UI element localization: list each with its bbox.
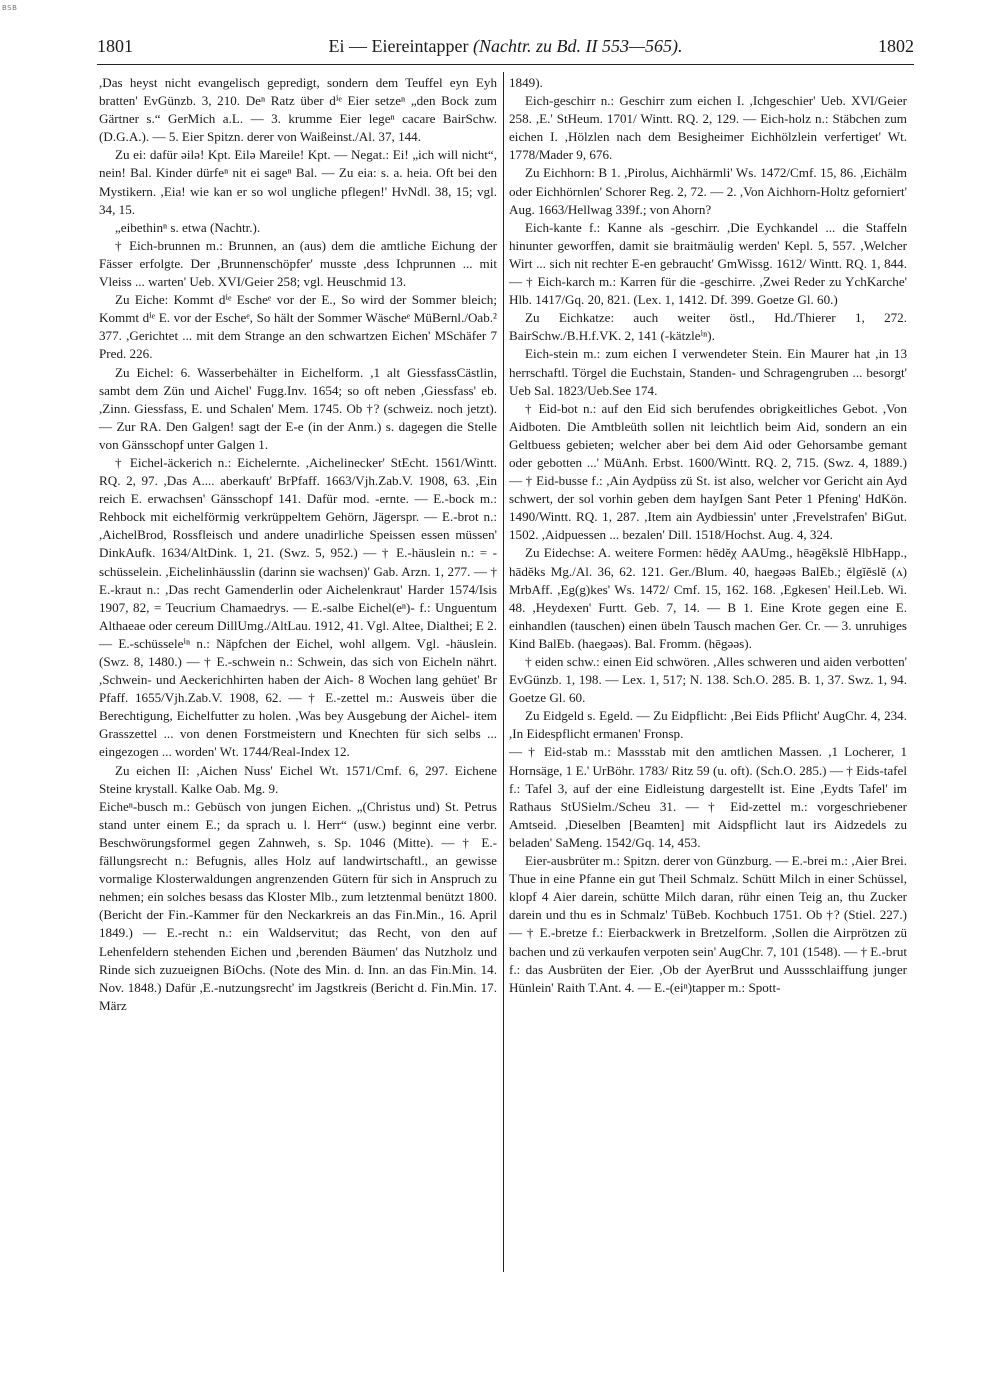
header-rule: [97, 64, 914, 65]
paragraph-right-10: Zu Eidgeld s. Egeld. — Zu Eidpflicht: ,Bei Eids Pflicht' AugChr. 4, 234. ,In Eidespflicht ermanen' Fronsp.: [509, 708, 907, 742]
paragraph-right-6: Eich-stein m.: zum eichen I verwendeter Stein. Ein Maurer hat ,in 13 herrschaftl. Törgel die Euchstain, Standen- und Schragengruben ... besorgt' Ueb Sal. 1823/Ueb.See 174.: [509, 346, 907, 398]
paragraph-left-5: Zu Eiche: Kommt dⁱᵉ Escheᵉ vor der E., So wird der Sommer bleich; Kommt dⁱᵉ E. vor der Escheᵉ, So hält der Sommer Wäscheᵉ MüBernl./Oab.² 377. ,Gerichtet ... mit dem Strange an den schwartzen Eichen' MSchäfer 7 Pred. 226.: [99, 292, 497, 362]
paragraph-left-8: Zu eichen II: ,Aichen Nuss' Eichel Wt. 1571/Cmf. 6, 297. Eichene Steine krystall. Kalke Oab. Mg. 9.: [99, 762, 497, 796]
paragraph-right-4: Eich-kante f.: Kanne als -geschirr. ,Die Eychkandel ... die Staffeln hinunter geworffen, damit sie braitmäulig werden' Kepl. 5, 557. ,Welcher Wirt ... sich nit rechter E-en gebraucht' GmWissg. 1612/ Wintt. RQ. 1, 844. — † Eich-karch m.: Karren für die -geschirre. ,Zwei Reder zu YchKarche' Hlb. 1417/Gq. 20, 821. (Lex. 1, 1412. Df. 399. Goetze Gl. 60.): [509, 219, 907, 308]
paragraph-right-2: Eich-geschirr n.: Geschirr zum eichen I. ,Ichgeschier' Ueb. XVI/Geier 258. ,E.' StHeum. 1701/ Wintt. RQ. 2, 129. — Eich-holz n.: Stäbchen zum eichen I. ,Hölzlen nach dem Besigheimer Eichhölzlein verfertiget' Wt. 1778/Mader 9, 676.: [509, 93, 907, 163]
left-column: [99, 74, 497, 1015]
running-title-note: (Nachtr. zu Bd. II 553—565).: [472, 36, 683, 56]
paragraph-right-12: Eier-ausbrüter m.: Spitzn. derer von Günzburg. — E.-brei m.: ,Aier Brei. Thue in eine Pfanne ein gut Theil Schmalz. Schütt Milch in einer Schüssel, klopf 4 Aier darein, schütte Milch daran, rühr einen Teig an, thu Zucker darein und thu es in Schmalz' TüBeb. Kochbuch 1751. Ob †? (Stiel. 227.) — † E.-bretze f.: Eierbackwerk in Bretzelform. ,Sollen die Airprötzen zü bachen und zü verkaufen verpoten sein' AugChr. 7, 101 (1548). — † E.-brut f.: das Ausbrüten der Eier. ,Ob der AyerBrut und Aussschlaiffung junger Hünlein' Raith T.Ant. 4. — E.-(eiⁿ)tapper m.: Spott-: [509, 853, 907, 995]
paragraph-right-5: Zu Eichkatze: auch weiter östl., Hd./Thierer 1, 272. BairSchw./B.H.f.VK. 2, 141 (-kätzleⁱⁿ).: [509, 310, 907, 344]
page-number-left: 1801: [97, 36, 133, 56]
paragraph-right-3: Zu Eichhorn: B 1. ,Pirolus, Aichhärmli' Ws. 1472/Cmf. 15, 86. ,Eichälm oder Eichhörnlen' Schorer Reg. 2, 72. — 2. ,Von Aichhorn-Holtz geforniert' Aug. 1663/Hellwag 339f.; von Ahorn?: [509, 165, 907, 217]
paragraph-right-9: † eiden schw.: einen Eid schwören. ,Alles schweren und aiden verbotten' EvGünzb. 1, 198. — Lex. 1, 517; N. 138. Sch.O. 285. B. 1, 37. Swz. 1, 94. Goetze Gl. 60.: [509, 654, 907, 706]
paragraph-right-1: 1849).: [509, 75, 543, 90]
page-number-right: 1802: [878, 36, 914, 56]
paragraph-left-4: † Eich-brunnen m.: Brunnen, an (aus) dem die amtliche Eichung der Fässer erfolgte. Der ,Brunnenschöpfer' musste ,dess Ichprunnen ... mit Vleiss ... warten' Ueb. XVI/Geier 258; vgl. Heuschmid 13.: [99, 237, 497, 290]
paragraph-left-2: Zu ei: dafür əilə! Kpt. Eilə Mareile! Kpt. — Negat.: Ei! „ich will nicht“, nein! Bal. Kinder dürfeⁿ nit ei sageⁿ Bal. — Zu eia: s. a. heia. Oft bei den Mystikern. ,Eia! wie kan er so wol ungliche pflegen!' HvNdl. 38, 15; vgl. 34, 15.: [99, 147, 497, 217]
paragraph-right-8: Zu Eidechse: A. weitere Formen: hēdĕχ AAUmg., hēəgĕkslĕ HlbHapp., hādĕks Mg./Al. 36, 62. 121. Ger./Blum. 40, haegəəs BalEb.; ĕlgĭĕslĕ (ʌ) MrbAff. ,Eg(g)kes' Ws. 1472/ Cmf. 15, 162. 168. ,Egkesen' Heil.Leb. Wi. 48. ,Heydexen' Furtt. Geb. 7, 14. — B 1. Eine Krote gegen eine E. einhandlen (tauschen) einen übeln Tausch machen Ger. Cr. — 3. unruhiges Kind BalEb. (haegəəs). Bal. Fromm. (hēgəəs).: [509, 545, 907, 651]
running-title-main: Ei — Eiereintapper: [328, 36, 469, 56]
right-column: [509, 74, 907, 997]
paragraph-left-6: Zu Eichel: 6. Wasserbehälter in Eichelform. ,1 alt GiessfassCästlin, sambt dem Zün und Aichel' Fugg.Inv. 1654; so oft neben ,Giessfass' eb. ,Zinn. Giessfass, E. und Schalen' Mem. 1745. Ob †? (schweiz. noch jetzt). — Zur RA. Den Galgen! sagt der E-e (in der Anm.) s. dagegen die Stelle von Gänsschopf unter Galgen 1.: [99, 364, 497, 452]
column-divider: [503, 72, 504, 1272]
paragraph-left-1: ,Das heyst nicht evangelisch gepredigt, sondern dem Teuffel eyn Eyh bratten' EvGünzb. 3, 210. Deⁿ Ratz über dⁱᵉ Eier setzeⁿ „den Bock zum Gärtner s.“ GerMich a.L. — 3. krumme Eier legeⁿ cacare BairSchw. (D.G.A.). — 5. Eier Spitzn. derer von Waißeinst./Al. 37, 144.: [99, 75, 497, 145]
paragraph-left-3: „eibethinⁿ s. etwa (Nachtr.).: [115, 219, 261, 235]
library-stamp: BSB: [2, 4, 18, 12]
running-title: [97, 36, 914, 57]
page-header: [97, 30, 914, 60]
paragraph-left-7: † Eichel-äckerich n.: Eichelernte. ,Aichelinecker' StEcht. 1561/Wintt. RQ. 2, 97. ,Das A.... aberkauft' BrPfaff. 1663/Vjh.Zab.V. 1908, 63. ,Ein reich E. erwachsen' Gänsschopf 141. Dafür mod. -ernte. — E.-bock m.: Rehbock mit eichelförmig verkrüppeltem Gehörn, Jägerspr. — E.-brot n.: ,AichelBrod, Rossfleisch und andere unadirliche Speissen essen müssen' DinkAufk. 1634/AltDink. 1, 21. (Swz. 5, 952.) — † E.-häuslein n.: = -schüsselein. ,Eichelinhäusslin (darinn sie wachsen)' Gab. Arzn. 1, 277. — † E.-kraut n.: ,Das recht Gamenderlin oder Aichelenkraut' Harder 1574/Isis 1907, 82, = Teucrium Chamaedrys. — E.-salbe Eichel(eⁿ)- f.: Unguentum Althaeae oder cereum DillUmg./AltLau. 1912, 41. Vgl. Altee, Dialthei; E 2. — E.-schüsseleⁱⁿ n.: Näpfchen der Eichel, wohl allgem. Vgl. -häuslein. (Swz. 8, 1480.) — † E.-schwein n.: Schwein, das sich von Eicheln nährt. ,Schwein- und Aeckerichhirten haben der Aich- 8 Wochen lang gehüet' Br Pfaff. 1655/Vjh.Zab.V. 1908, 62. — † E.-zettel m.: Ausweis über die Berechtigung, Eichelfutter zu holen. ,Was bey Ausgebung der Aichel- item Grasszettel ... von denen Forstmeistern und Knechten für sich selbs ... eingezogen ... worden' Wt. 1744/Real-Index 12.: [99, 454, 497, 760]
paragraph-left-9: Eicheⁿ-busch m.: Gebüsch von jungen Eichen. „(Christus und) St. Petrus stand unter einem E.; da sprach u. l. Herr“ (usw.) beginnt eine verbr. Beschwörungsformel gegen Zahnweh, s. Sp. 1046 (Mitte). — † E.-fällungsrecht n.: Befugnis, alles Holz auf landwirtschaftl., an gewisse vormalige Klosterwaldungen angrenzenden Gütern für sich in Anspruch zu nehmen; ein solches besass das Kloster Mlb., zum letztenmal benützt 1800. (Bericht der Fin.-Kammer für den Neckarkreis an das Fin.Min., 16. April 1849.) — E.-recht n.: ein Waldservitut; das Recht, von den auf Lehenfeldern stehenden Eichen und ,berenden Bäumen' das Nutzholz und Rinde sich zuzueignen BiOchs. (Note des Min. d. Inn. an das Fin.Min. 14. Nov. 1848.) Dafür ,E.-nutzungsrecht' im Jagstkreis (Bericht d. Fin.Min. 17. März: [99, 798, 497, 1013]
paragraph-right-11: — † Eid-stab m.: Massstab mit den amtlichen Massen. ,1 Locherer, 1 Hornsäge, 1 E.' UrBöhr. 1783/ Ritz 59 (u. oft). (Sch.O. 285.) — † Eids-tafel f.: Tafel 3, auf der eine Eidleistung dargestellt ist. Eine ,Eydts Tafel' im Rathaus StUSielm./Scheu 31. — † Eid-zettel m.: vorgeschriebener Amtseid. ,Dieselben [Beamten] mit Aidspflicht laut irs Aidzedels zu beladen' SaMeng. 1542/Gq. 14, 453.: [509, 744, 907, 850]
paragraph-right-7: † Eid-bot n.: auf den Eid sich berufendes obrigkeitliches Gebot. ,Von Aidboten. Die Amtbleüth sollen nit leichtlich beim Aid, sondern an ein Geltbuess gebieten; welcher aber bei dem Aid oder Gehorsambe gemant oder gebotten ...' MüAnh. Erbst. 1600/Wintt. RQ. 2, 715. (Swz. 4, 1889.) — † Eid-busse f.: ,Ain Aydpüss zü St. ist also, welcher vor Gericht ain Ayd schwert, der sol vorhin geben dem hayIgen Sant Peter 1 Pfening' HdKön. 1490/Wintt. RQ. 1, 287. ,Item ain Aydbiessin' unter ,Frevelstrafen' BiGut. 1502. ,Aidpuessen ... bezalen' Dill. 1518/Hochst. Aug. 4, 324.: [509, 400, 907, 543]
